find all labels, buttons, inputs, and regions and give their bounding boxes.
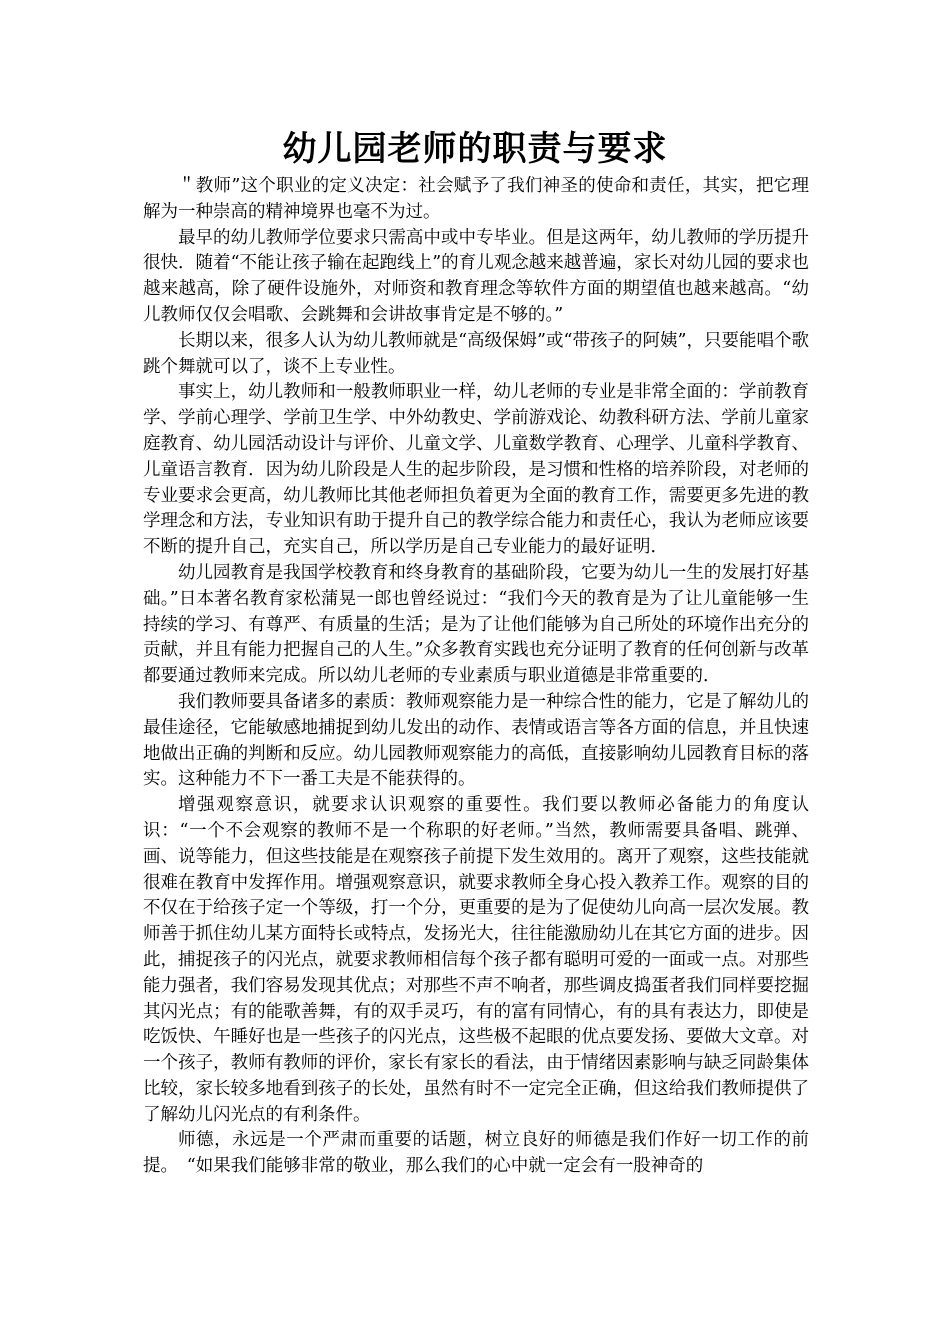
paragraph: 增强观察意识，就要求认识观察的重要性。我们要以教师必备能力的角度认识：“一个不会观察的教师不是一个称职的好老师。”当然，教师需要具备唱、跳弹、画、说等能力，但这些技能是在观察孩子前提下发生效用的。离开了观察，这些技能就很难在教育中发挥作用。增强观察意识，就要求教师全身心投入教养工作。观察的目的不仅在于给孩子定一个等级，打一个分，更重要的是为了促使幼儿向高一层次发展。教师善于抓住幼儿某方面特长或特点，发扬光大，往往能激励幼儿在其它方面的进步。因此，捕捉孩子的闪光点，就要求教师相信每个孩子都有聪明可爱的一面或一点。对那些能力强者，我们容易发现其优点；对那些不声不响者，那些调皮捣蛋者我们同样要挖掘其闪光点；有的能歌善舞，有的双手灵巧，有的富有同情心，有的具有表达力，即使是吃饭快、午睡好也是一些孩子的闪光点，这些极不起眼的优点要发扬、要做大文章。对一个孩子，教师有教师的评价，家长有家长的看法，由于情绪因素影响与缺乏同龄集体比较，家长较多地看到孩子的长处，虽然有时不一定完全正确，但这给我们教师提供了了解幼儿闪光点的有利条件。 xyxy=(143,795,809,1125)
paragraph: 师德，永远是一个严肃而重要的话题，树立良好的师德是我们作好一切工作的前提。 “如果我们能够非常的敬业，那么我们的心中就一定会有一股神奇的 xyxy=(143,1130,809,1177)
paragraph: 最早的幼儿教师学位要求只需高中或中专毕业。但是这两年，幼儿教师的学历提升很快．随着“不能让孩子输在起跑线上”的育儿观念越来越普遍，家长对幼儿园的要求也越来越高，除了硬件设施外，对师资和教育理念等软件方面的期望值也越来越高。“幼儿教师仅仅会唱歌、会跳舞和会讲故事肯定是不够的。” xyxy=(143,227,809,325)
paragraph: 事实上，幼儿教师和一般教师职业一样，幼儿老师的专业是非常全面的：学前教育学、学前心理学、学前卫生学、中外幼教史、学前游戏论、幼教科研方法、学前儿童家庭教育、幼儿园活动设计与评价、儿童文学、儿童数学教育、心理学、儿童科学教育、儿童语言教育．因为幼儿阶段是人生的起步阶段，是习惯和性格的培养阶段，对老师的专业要求会更高，幼儿教师比其他老师担负着更为全面的教育工作，需要更多先进的教学理念和方法，专业知识有助于提升自己的教学综合能力和责任心，我认为老师应该要不断的提升自己，充实自己，所以学历是自己专业能力的最好证明． xyxy=(143,382,809,558)
paragraph: 幼儿园教育是我国学校教育和终身教育的基础阶段，它要为幼儿一生的发展打好基础。”日本著名教育家松蒲晃一郎也曾经说过：“我们今天的教育是为了让儿童能够一生持续的学习、有尊严、有质量的生活；是为了让他们能够为自己所处的环境作出充分的贡献，并且有能力把握自己的人生。”众多教育实践也充分证明了教育的任何创新与改革都要通过教师来完成。所以幼儿老师的专业素质与职业道德是非常重要的． xyxy=(143,562,809,687)
paragraph: 长期以来，很多人认为幼儿教师就是“高级保姆”或“带孩子的阿姨”，只要能唱个歌跳个舞就可以了，谈不上专业性。 xyxy=(143,330,809,377)
document-body xyxy=(143,174,809,1180)
paragraph: 我们教师要具备诸多的素质：教师观察能力是一种综合性的能力，它是了解幼儿的最佳途径，它能敏感地捕捉到幼儿发出的动作、表情或语言等各方面的信息，并且快速地做出正确的判断和反应。幼儿园教师观察能力的高低，直接影响幼儿园教育目标的落实。这种能力不下一番工夫是不能获得的。 xyxy=(143,691,809,790)
document-title: 幼儿园老师的职责与要求 xyxy=(282,129,668,169)
paragraph: ＂教师”这个职业的定义决定：社会赋予了我们神圣的使命和责任，其实，把它理解为一种崇高的精神境界也毫不为过。 xyxy=(143,176,809,222)
